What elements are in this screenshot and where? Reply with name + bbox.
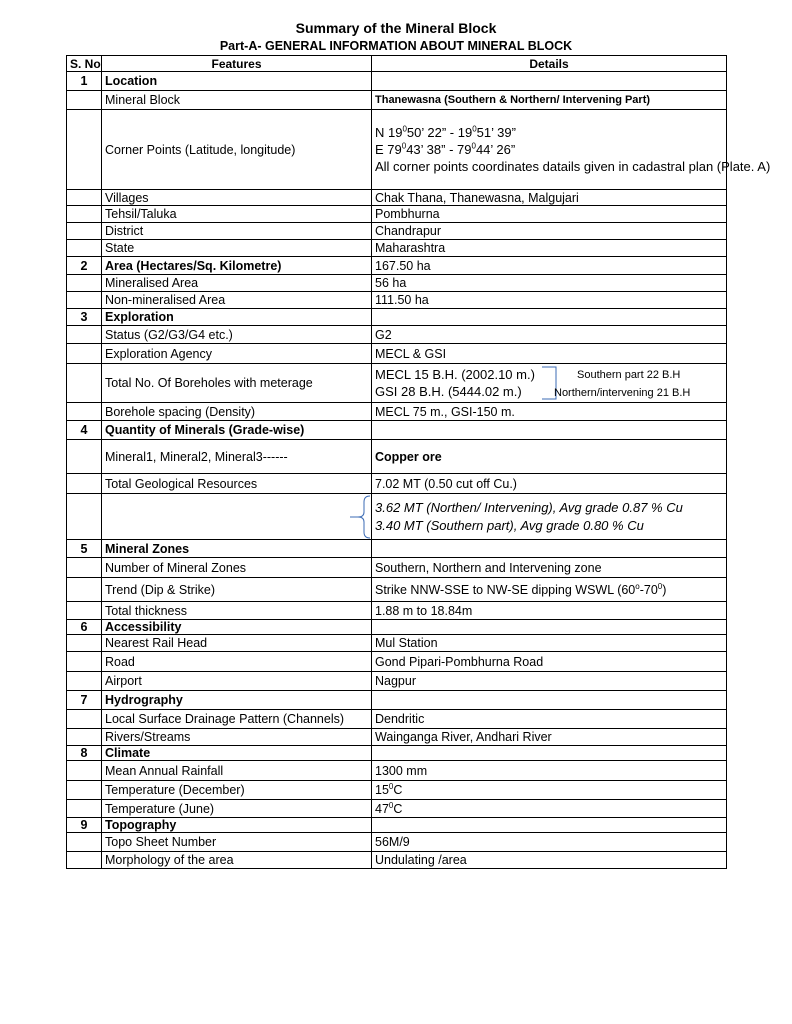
detail-value: Dendritic (372, 710, 727, 729)
document-subtitle: Part-A- GENERAL INFORMATION ABOUT MINERAL BLOCK (219, 39, 573, 53)
section-label: Climate (102, 746, 372, 761)
borehole-note-northern: Northern/intervening 21 B.H (554, 387, 691, 399)
feature-label: Total No. Of Boreholes with meterage (102, 364, 372, 403)
section-number: 5 (67, 540, 102, 558)
temperature-december-value: $15^0C$ (372, 781, 727, 800)
detail-value: 111.50 ha (372, 292, 727, 309)
table-row (67, 558, 727, 578)
feature-label: Non-mineralised Area (102, 292, 372, 309)
section-row-quantity (67, 421, 727, 440)
grade-southern: 3.40 MT (Southern part), Avg grade 0.80 % Cu (375, 517, 644, 533)
section-value (372, 72, 727, 91)
feature-label: Morphology of the area (102, 852, 372, 869)
feature-label: Corner Points (Latitude, longitude) (102, 110, 372, 190)
feature-label: Total thickness (102, 602, 372, 620)
table-row (67, 710, 727, 729)
detail-value: 7.02 MT (0.50 cut off Cu.) (372, 474, 727, 494)
boreholes-detail (372, 364, 727, 403)
feature-label: Borehole spacing (Density) (102, 403, 372, 421)
section-row-area (67, 257, 727, 275)
detail-value: Nagpur (372, 672, 727, 691)
detail-value: 1300 mm (372, 761, 727, 781)
feature-label: Exploration Agency (102, 344, 372, 364)
table-row (67, 781, 727, 800)
table-row (67, 635, 727, 652)
borehole-note-southern: Southern part 22 B.H (577, 369, 681, 381)
table-row (67, 91, 727, 110)
detail-value: Mul Station (372, 635, 727, 652)
feature-label: Trend (Dip & Strike) (102, 578, 372, 602)
section-label: Quantity of Minerals (Grade-wise) (102, 421, 372, 440)
detail-value: Gond Pipari-Pombhurna Road (372, 652, 727, 672)
feature-label: Number of Mineral Zones (102, 558, 372, 578)
feature-label: Rivers/Streams (102, 729, 372, 746)
section-label: Accessibility (102, 620, 372, 635)
detail-value: Pombhurna (372, 206, 727, 223)
curly-brace-icon (350, 494, 372, 540)
table-row (67, 672, 727, 691)
table-row (67, 833, 727, 852)
section-row-location (67, 72, 727, 91)
detail-value: Thanewasna (Southern & Northern/ Intervening Part) (372, 91, 727, 110)
section-row-exploration (67, 309, 727, 326)
table-row (67, 474, 727, 494)
detail-value: Copper ore (372, 440, 727, 474)
feature-label: Temperature (June) (102, 800, 372, 818)
table-row (67, 326, 727, 344)
feature-label: District (102, 223, 372, 240)
grade-northern: 3.62 MT (Northen/ Intervening), Avg grade 0.87 % Cu (375, 499, 683, 515)
section-label: Mineral Zones (102, 540, 372, 558)
table-row (67, 206, 727, 223)
feature-label: Local Surface Drainage Pattern (Channels) (102, 710, 372, 729)
section-row-hydrography (67, 691, 727, 710)
table-row (67, 852, 727, 869)
detail-value: Wainganga River, Andhari River (372, 729, 727, 746)
table-row (67, 440, 727, 474)
section-number: 7 (67, 691, 102, 710)
section-label: Topography (102, 818, 372, 833)
detail-value: Maharashtra (372, 240, 727, 257)
detail-value: G2 (372, 326, 727, 344)
header-features: Features (102, 56, 372, 72)
detail-value: MECL & GSI (372, 344, 727, 364)
section-number: 6 (67, 620, 102, 635)
detail-value: Chak Thana, Thanewasna, Malgujari (372, 190, 727, 206)
feature-label: Mineral1, Mineral2, Mineral3------ (102, 440, 372, 474)
table-row (67, 240, 727, 257)
feature-label: Mineralised Area (102, 275, 372, 292)
mineral-block-summary-table (66, 55, 771, 869)
section-number: 3 (67, 309, 102, 326)
table-row (67, 800, 727, 818)
document-title: Summary of the Mineral Block (295, 20, 497, 36)
section-row-topography (67, 818, 727, 833)
feature-label: Villages (102, 190, 372, 206)
trend-detail: Strike NNW-SSE to NW-SE dipping WSWL $(60^o-70^0)$ (372, 578, 727, 602)
detail-value: 56M/9 (372, 833, 727, 852)
table-row (67, 602, 727, 620)
header-sno: S. No (67, 56, 102, 72)
feature-label: Mean Annual Rainfall (102, 761, 372, 781)
section-row-climate (67, 746, 727, 761)
detail-value: Undulating /area (372, 852, 727, 869)
detail-value: Chandrapur (372, 223, 727, 240)
table-row (67, 275, 727, 292)
section-row-mineral-zones (67, 540, 727, 558)
section-label: Exploration (102, 309, 372, 326)
section-number: 1 (67, 72, 102, 91)
grade-brace-cell (102, 494, 372, 540)
table-row (67, 403, 727, 421)
detail-value: 167.50 ha (372, 257, 727, 275)
temperature-june-value: $47^0C$ (372, 800, 727, 818)
detail-value: MECL 75 m., GSI-150 m. (372, 403, 727, 421)
corner-points-detail: N $19^050$’ 22” - $19^051$’ 39” E $79^043$’ 38” - $79^044$’ 26” All corner points coordinates datails given in cadastral plan (Plate. A) (372, 110, 727, 190)
detail-value: 1.88 m to 18.84m (372, 602, 727, 620)
feature-label: Nearest Rail Head (102, 635, 372, 652)
feature-label: Status (G2/G3/G4 etc.) (102, 326, 372, 344)
section-number: 8 (67, 746, 102, 761)
grade-detail (372, 494, 727, 540)
section-label: Hydrography (102, 691, 372, 710)
detail-value: 56 ha (372, 275, 727, 292)
section-label: Area (Hectares/Sq. Kilometre) (102, 257, 372, 275)
table-row (67, 761, 727, 781)
section-row-accessibility (67, 620, 727, 635)
feature-label: Temperature (December) (102, 781, 372, 800)
feature-label: Topo Sheet Number (102, 833, 372, 852)
feature-label: State (102, 240, 372, 257)
table-row (67, 292, 727, 309)
table-row (67, 344, 727, 364)
table-row (67, 223, 727, 240)
feature-label: Mineral Block (102, 91, 372, 110)
borehole-line-mecl: MECL 15 B.H. (2002.10 m.) (375, 367, 535, 382)
table-row (67, 494, 727, 540)
header-details: Details (372, 56, 727, 72)
table-row (67, 578, 727, 602)
table-row (67, 364, 727, 403)
borehole-line-gsi: GSI 28 B.H. (5444.02 m.) (375, 384, 522, 399)
section-number: 9 (67, 818, 102, 833)
feature-label: Tehsil/Taluka (102, 206, 372, 223)
detail-value: Southern, Northern and Intervening zone (372, 558, 727, 578)
feature-label: Total Geological Resources (102, 474, 372, 494)
table-row (67, 652, 727, 672)
section-number: 4 (67, 421, 102, 440)
corner-points-note: All corner points coordinates datails given in cadastral plan (Plate. A) (375, 159, 771, 174)
feature-label: Road (102, 652, 372, 672)
header-row (67, 56, 727, 72)
table-row (67, 190, 727, 206)
table-row (67, 729, 727, 746)
table-row (67, 110, 727, 190)
feature-label: Airport (102, 672, 372, 691)
section-label: Location (102, 72, 372, 91)
section-number: 2 (67, 257, 102, 275)
